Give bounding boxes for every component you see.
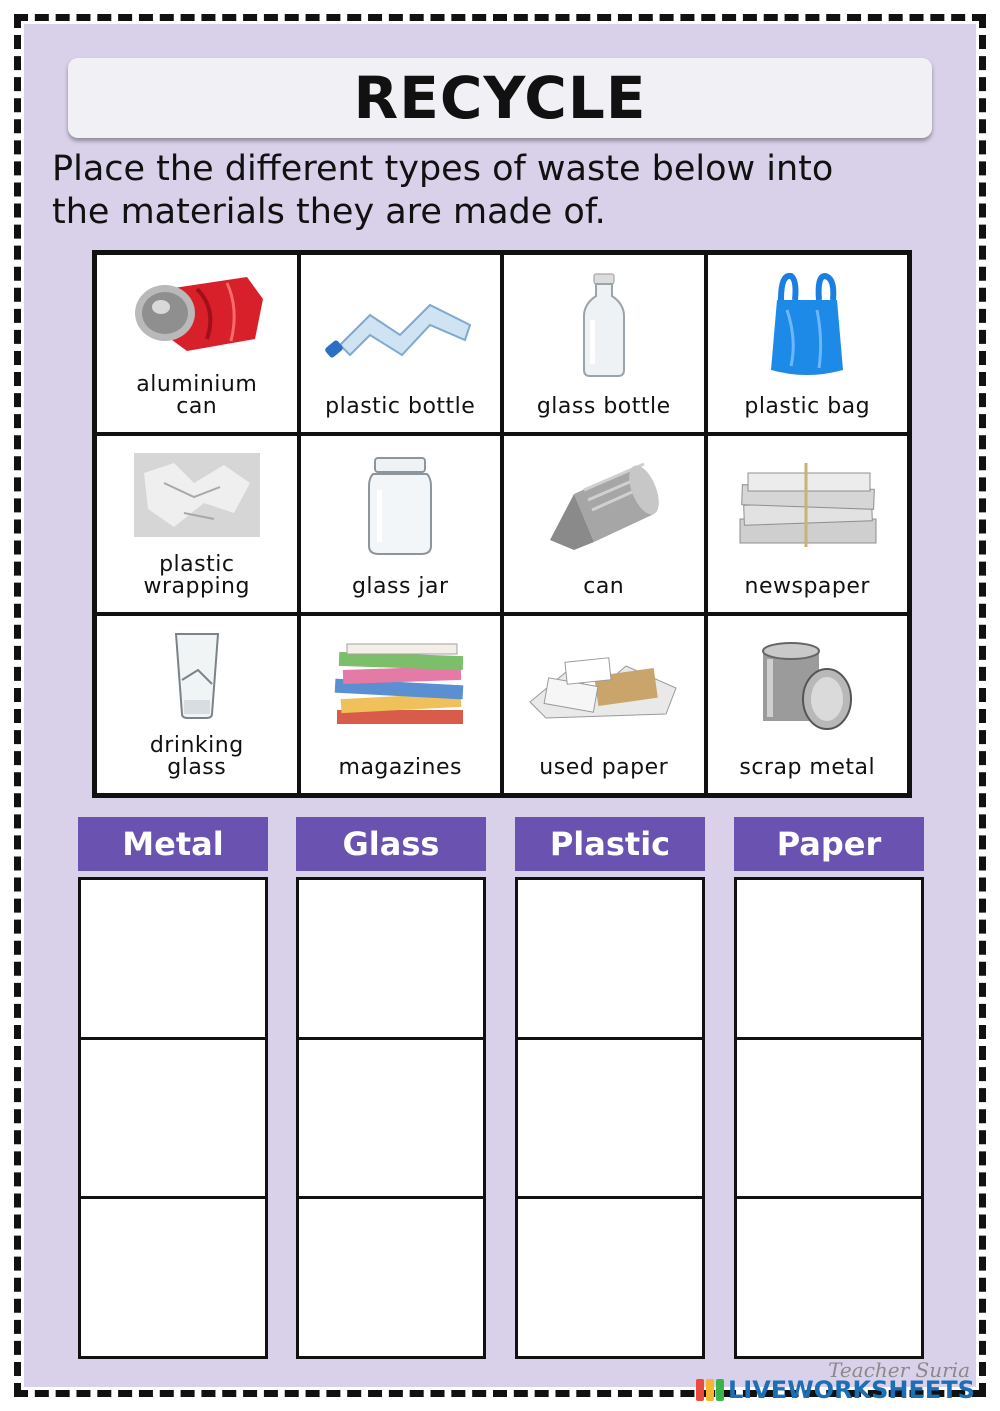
waste-items-grid <box>92 250 912 798</box>
bin-header-paper: Paper <box>734 817 924 871</box>
bin-glass <box>296 817 486 1359</box>
item-label: can <box>583 574 625 600</box>
drop-slot[interactable] <box>518 880 702 1040</box>
liveworksheets-brand <box>696 1376 975 1404</box>
teacher-credit: Teacher Suria <box>828 1358 970 1382</box>
plastic-bottle-icon <box>320 285 480 365</box>
plastic-bag-icon <box>767 270 847 380</box>
item-label: plastic bottle <box>325 393 476 419</box>
instructions <box>52 148 932 234</box>
drinking-glass-icon <box>168 630 226 722</box>
draggable-item-plastic-bottle[interactable] <box>299 253 503 434</box>
drop-slot[interactable] <box>299 880 483 1040</box>
instructions-line-1: Place the different types of waste below into <box>52 149 834 189</box>
item-label: scrap metal <box>739 755 876 780</box>
drop-zone-paper[interactable] <box>734 877 924 1359</box>
draggable-item-aluminium-can[interactable] <box>95 253 299 434</box>
draggable-item-glass-bottle[interactable] <box>502 253 706 434</box>
plastic-wrapping-icon <box>134 453 260 537</box>
drop-slot[interactable] <box>81 880 265 1040</box>
item-label-line2: wrapping <box>143 574 250 600</box>
item-label: glass bottle <box>536 393 671 419</box>
bin-header-plastic: Plastic <box>515 817 705 871</box>
item-label: magazines <box>338 755 462 780</box>
item-label: plastic bag <box>744 393 871 419</box>
draggable-item-newspaper[interactable] <box>706 434 910 615</box>
bin-header-glass: Glass <box>296 817 486 871</box>
item-label: used paper <box>539 755 669 780</box>
tin-can-icon <box>544 460 664 552</box>
bin-plastic <box>515 817 705 1359</box>
crushed-can-icon <box>127 269 267 359</box>
draggable-item-drinking-glass[interactable] <box>95 614 299 795</box>
brand-name: LIVEWORKSHEETS <box>728 1376 975 1404</box>
drop-slot[interactable] <box>518 1199 702 1356</box>
draggable-item-can[interactable] <box>502 434 706 615</box>
drop-zone-glass[interactable] <box>296 877 486 1359</box>
used-paper-icon <box>526 652 682 722</box>
drop-zone-metal[interactable] <box>78 877 268 1359</box>
bin-metal <box>78 817 268 1359</box>
scrap-metal-icon <box>757 639 857 735</box>
glass-bottle-icon <box>574 270 634 380</box>
item-label: aluminium <box>136 371 258 397</box>
draggable-item-plastic-wrapping[interactable] <box>95 434 299 615</box>
drop-slot[interactable] <box>81 1199 265 1356</box>
drop-slot[interactable] <box>737 1040 921 1200</box>
drop-slot[interactable] <box>737 1199 921 1356</box>
item-label: drinking <box>149 733 244 758</box>
bin-header-metal: Metal <box>78 817 268 871</box>
item-label: glass jar <box>351 574 449 600</box>
drop-slot[interactable] <box>81 1040 265 1200</box>
item-label-line2: can <box>176 393 218 419</box>
draggable-item-glass-jar[interactable] <box>299 434 503 615</box>
page-title: RECYCLE <box>353 64 647 132</box>
instructions-line-2: the materials they are made of. <box>52 192 606 232</box>
drop-slot[interactable] <box>518 1040 702 1200</box>
draggable-item-magazines[interactable] <box>299 614 503 795</box>
magazines-icon <box>327 642 473 732</box>
draggable-item-scrap-metal[interactable] <box>706 614 910 795</box>
draggable-item-plastic-bag[interactable] <box>706 253 910 434</box>
liveworksheets-logo-icon <box>696 1379 724 1401</box>
glass-jar-icon <box>365 454 435 558</box>
drop-slot[interactable] <box>299 1040 483 1200</box>
item-label-line2: glass <box>167 755 227 780</box>
bin-paper <box>734 817 924 1359</box>
drop-zone-plastic[interactable] <box>515 877 705 1359</box>
drop-slot[interactable] <box>299 1199 483 1356</box>
title-bar <box>68 58 932 138</box>
draggable-item-used-paper[interactable] <box>502 614 706 795</box>
drop-slot[interactable] <box>737 880 921 1040</box>
newspaper-icon <box>734 463 880 549</box>
item-label: plastic <box>159 552 235 578</box>
item-label: newspaper <box>744 574 870 600</box>
